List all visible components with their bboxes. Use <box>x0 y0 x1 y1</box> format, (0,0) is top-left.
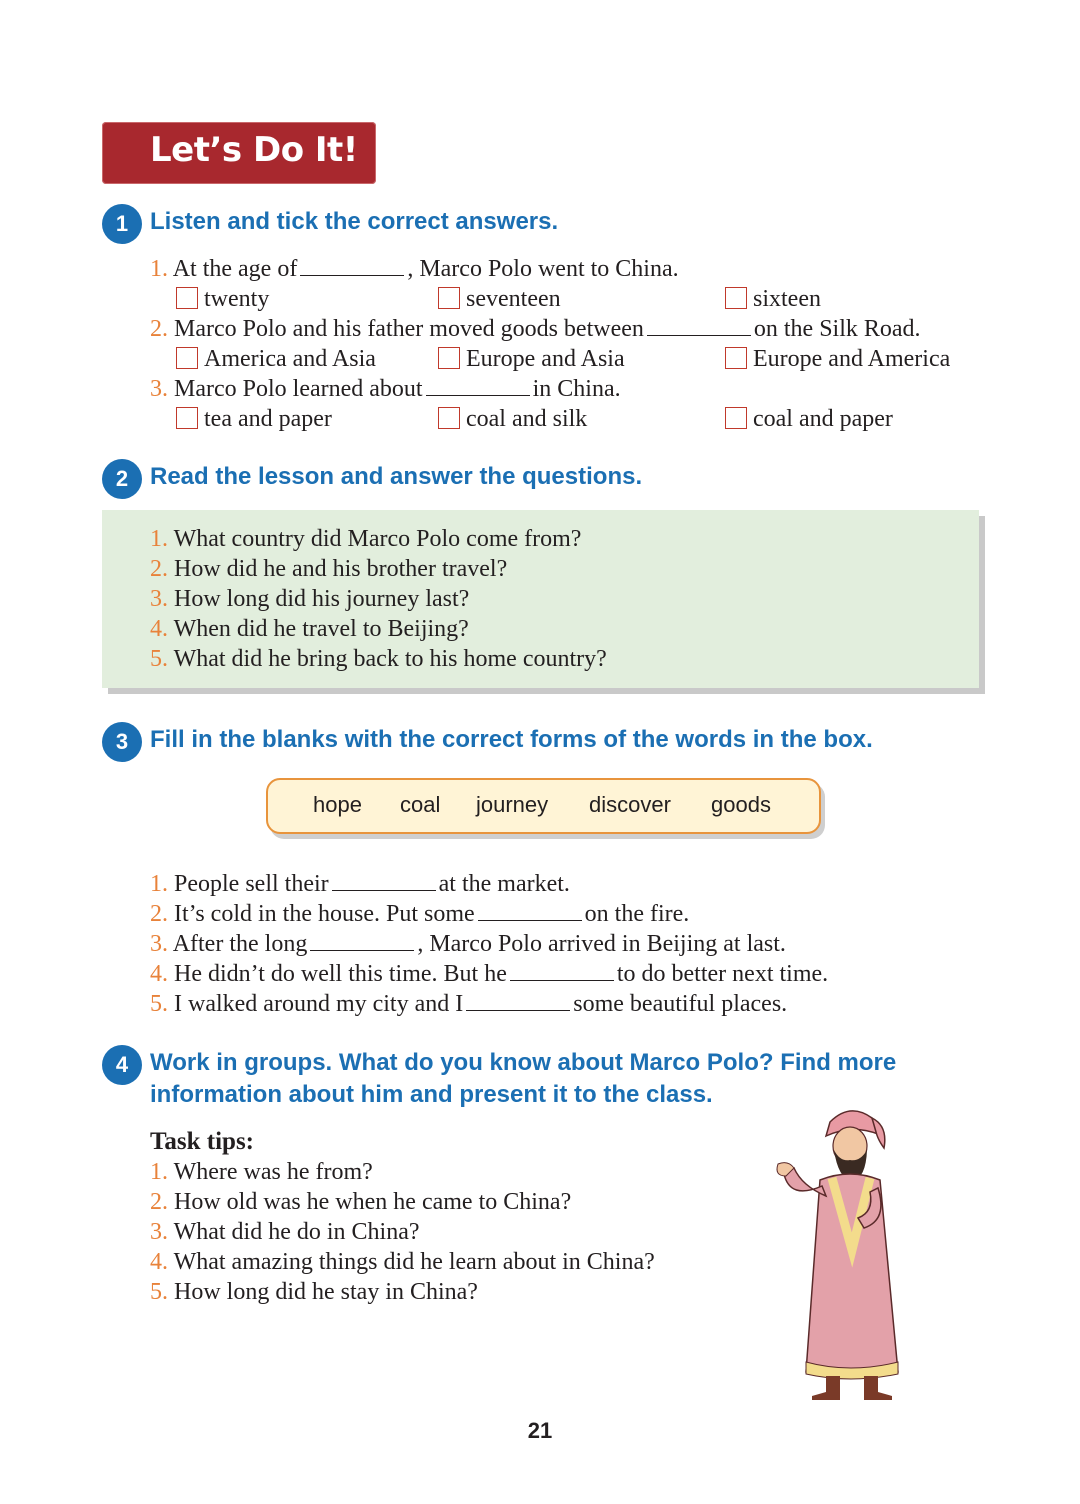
checkbox[interactable] <box>725 287 747 309</box>
s1-q2-option-c[interactable]: Europe and America <box>725 344 950 374</box>
s1-q3-option-b[interactable]: coal and silk <box>438 404 587 434</box>
s4-tip-2: 2. How old was he when he came to China? <box>150 1189 572 1215</box>
page-number: 21 <box>527 1418 553 1443</box>
checkbox[interactable] <box>438 287 460 309</box>
marco-polo-illustration <box>760 1100 940 1400</box>
answer-blank[interactable] <box>310 931 414 951</box>
s4-tip-1: 1. Where was he from? <box>150 1159 373 1185</box>
s2-question-3: 3. How long did his journey last? <box>150 586 470 612</box>
s4-tip-5: 5. How long did he stay in China? <box>150 1279 478 1305</box>
section-3-number: 3 <box>102 722 142 762</box>
s1-q2-option-b[interactable]: Europe and Asia <box>438 344 625 374</box>
word-coal: coal <box>400 792 441 817</box>
word-journey: journey <box>476 792 549 817</box>
s3-sentence-3: 3. After the long , Marco Polo arrived in Beijing at last. <box>150 931 786 957</box>
s1-q1-option-b[interactable]: seventeen <box>438 284 561 314</box>
checkbox[interactable] <box>725 407 747 429</box>
answer-blank[interactable] <box>510 961 614 981</box>
checkbox[interactable] <box>176 407 198 429</box>
s3-sentence-5: 5. I walked around my city and I some beautiful places. <box>150 991 788 1017</box>
s4-tip-4: 4. What amazing things did he learn about in China? <box>150 1249 655 1275</box>
s2-question-1: 1. What country did Marco Polo come from? <box>150 526 582 552</box>
s1-q3-option-c[interactable]: coal and paper <box>725 404 893 434</box>
section-2-title: Read the lesson and answer the questions. <box>150 463 643 490</box>
section-1-number: 1 <box>102 204 142 244</box>
checkbox[interactable] <box>438 347 460 369</box>
s1-question-2: 2. Marco Polo and his father moved goods between on the Silk Road. <box>150 316 921 342</box>
checkbox[interactable] <box>176 287 198 309</box>
word-box <box>266 778 821 834</box>
section-4-title: Work in groups. What do you know about Marco Polo? Find more information about him and present it to the class. <box>150 1049 897 1108</box>
s1-q1-option-c[interactable]: sixteen <box>725 284 821 314</box>
s3-sentence-2: 2. It’s cold in the house. Put some on the fire. <box>150 901 690 927</box>
section-2-number: 2 <box>102 459 142 499</box>
word-hope: hope <box>313 792 362 817</box>
answer-blank[interactable] <box>466 991 570 1011</box>
s3-sentence-4: 4. He didn’t do well this time. But he to do better next time. <box>150 961 829 987</box>
s3-sentence-1: 1. People sell their at the market. <box>150 871 570 897</box>
section-1-title: Listen and tick the correct answers. <box>150 208 559 235</box>
s1-q3-option-a[interactable]: tea and paper <box>176 404 332 434</box>
checkbox[interactable] <box>176 347 198 369</box>
s2-question-5: 5. What did he bring back to his home country? <box>150 646 607 672</box>
task-tips-title: Task tips: <box>150 1128 254 1155</box>
answer-blank[interactable] <box>478 901 582 921</box>
s1-question-3: 3. Marco Polo learned about in China. <box>150 376 621 402</box>
s4-tip-3: 3. What did he do in China? <box>150 1219 420 1245</box>
banner-title: Let’s Do It! <box>150 130 358 170</box>
section-3-title: Fill in the blanks with the correct forms of the words in the box. <box>150 726 873 753</box>
checkbox[interactable] <box>438 407 460 429</box>
checkbox[interactable] <box>725 347 747 369</box>
s2-question-2: 2. How did he and his brother travel? <box>150 556 508 582</box>
word-goods: goods <box>711 792 771 817</box>
lets-do-it-banner <box>102 122 376 184</box>
word-discover: discover <box>589 792 671 817</box>
answer-blank[interactable] <box>332 871 436 891</box>
answer-blank[interactable] <box>300 256 404 276</box>
s1-q1-option-a[interactable]: twenty <box>176 284 269 314</box>
section-4-number: 4 <box>102 1045 142 1085</box>
answer-blank[interactable] <box>647 316 751 336</box>
s1-question-1: 1. At the age of , Marco Polo went to China. <box>150 256 679 282</box>
answer-blank[interactable] <box>426 376 530 396</box>
s1-q2-option-a[interactable]: America and Asia <box>176 344 376 374</box>
s2-question-4: 4. When did he travel to Beijing? <box>150 616 469 642</box>
